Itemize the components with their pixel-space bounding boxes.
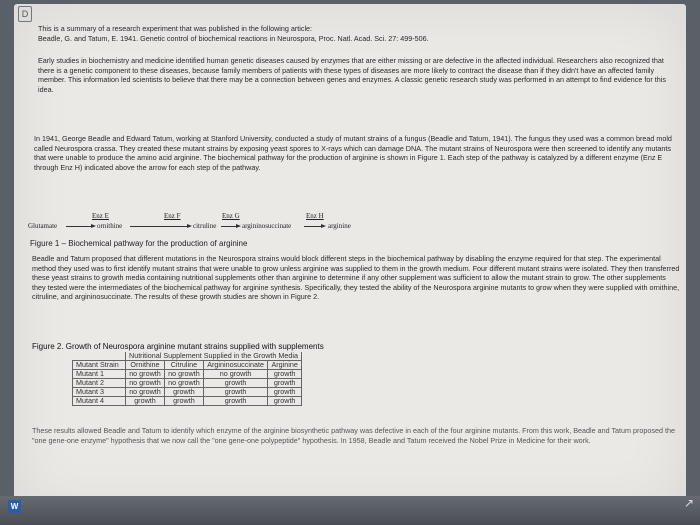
table-cell: no growth [203, 370, 267, 379]
intro-line: This is a summary of a research experiment that was published in the following article: [38, 24, 313, 33]
table-cell: growth [268, 388, 302, 397]
pathway-diagram [28, 212, 388, 236]
paragraph-conclusion: These results allowed Beadle and Tatum to identify which enzyme of the arginine biosynthetic pathway was defective in each of the four arginine mutants. From this work, Beadle and Tatum proposed the "one gene-one enzyme" hypothesis that we now call the "one gene-one polypeptide" hypothesis. In 1958, Beadle and Tatum received the Nobel Prize in Medicine for their work. [32, 426, 675, 445]
paragraph-results: Beadle and Tatum proposed that different mutations in the Neurospora strains would block different steps in the biochemical pathway by disabling the enzyme required for that step. The experimental method they used was to first identify mutant strains that were unable to grow unless arginine was supplied to them in the growth medium. Four different mutant strains were isolated. They then transferred these yeast strains to growth media containing nutritional supplements other than arginine to determine if any other supplement was sufficient to allow the mutant strain to grow. The other supplements they tested were the intermediates of the biochemical pathway for arginine synthesis. Specifically, they tested the ability of the Neurospora arginine mutants to grow when they were supplied with ornithine, citruline, and argininosuccinate. The results of these growth studies are shown in Figure 2. [32, 254, 680, 302]
table-cell: growth [203, 388, 267, 397]
table-cell: growth [268, 379, 302, 388]
taskbar [0, 496, 700, 525]
intro-block [38, 24, 638, 43]
table-row [73, 397, 302, 406]
table-header: Arginine [268, 361, 302, 370]
enzyme-label-f: Enz F [164, 212, 181, 220]
compound-arginine: arginine [328, 222, 351, 230]
table-super-header: Nutritional Supplement Supplied in the Growth Media [126, 352, 302, 361]
table-header: Argininosuccinate [203, 361, 267, 370]
pathway-arrow-3 [221, 226, 239, 227]
citation: Beadle, G. and Tatum, E. 1941. Genetic control of biochemical reactions in Neurospora, Proc. Natl. Acad. Sci. 27: 499-506. [38, 33, 429, 43]
paragraph-1941-study: In 1941, George Beadle and Edward Tatum, working at Stanford University, conducted a study of mutant strains of a fungus (Beadle and Tatum, 1941). The fungus they used was a common bread mold called Neurospora crassa. They created these mutant strains by exposing yeast spores to X-rays which can damage DNA. The mutant strains of Neurospora were then screened to identify any mutants that were unable to produce the amino acid arginine. The biochemical pathway for the production of arginine is shown in Figure 1. Each step of the pathway is catalyzed by a different enzyme (Enz E through Enz H) indicated above the arrow for each step of the pathway. [34, 134, 672, 172]
cursor-icon: ↗ [683, 496, 694, 510]
table-cell: growth [268, 397, 302, 406]
figure-1-caption: Figure 1 – Biochemical pathway for the production of arginine [30, 239, 248, 248]
table-cell: Mutant 4 [73, 397, 126, 406]
table-cell: no growth [126, 388, 165, 397]
enzyme-label-e: Enz E [92, 212, 109, 220]
table-header: Ornithine [126, 361, 165, 370]
table-cell: Mutant 1 [73, 370, 126, 379]
table-cell: no growth [164, 370, 203, 379]
paragraph-early-studies: Early studies in biochemistry and medicine identified human genetic diseases caused by enzymes that are either missing or are defective in the affected individual. Researchers also recognized that there is a genetic component to these diseases, because family members of patients with these types of diseases are more likely to contract the disease than if they didn't have an affected family member. This information led scientists to believe that there may be a connection between genes and enzymes. A classic genetic research study was performed in an attempt to find evidence for this idea. [38, 56, 666, 94]
table-cell: growth [126, 397, 165, 406]
table-cell: growth [203, 379, 267, 388]
pathway-arrow-4 [304, 226, 324, 227]
document-corner-icon: D [18, 6, 32, 22]
compound-citruline: citruline [193, 222, 217, 230]
enzyme-label-g: Enz G [222, 212, 240, 220]
table-cell: growth [164, 388, 203, 397]
table-cell: growth [203, 397, 267, 406]
table-cell: growth [268, 370, 302, 379]
table-header: Mutant Strain [73, 361, 126, 370]
growth-results-table [72, 352, 302, 406]
enzyme-label-h: Enz H [306, 212, 324, 220]
pathway-arrow-2 [130, 226, 190, 227]
pathway-arrow-1 [66, 226, 94, 227]
table-cell: no growth [164, 379, 203, 388]
table-cell: no growth [126, 370, 165, 379]
compound-glutamate: Glutamate [28, 222, 58, 230]
table-cell: Mutant 2 [73, 379, 126, 388]
document-page [14, 4, 686, 514]
table-header: Citruline [164, 361, 203, 370]
table-cell: Mutant 3 [73, 388, 126, 397]
compound-argininosuccinate: argininosuccinate [242, 222, 292, 230]
figure-2-caption: Figure 2. Growth of Neurospora arginine mutant strains supplied with supplements [32, 342, 324, 351]
table-cell: growth [164, 397, 203, 406]
table-cell: no growth [126, 379, 165, 388]
word-app-icon[interactable]: W [8, 500, 21, 513]
compound-ornithine: ornithine [97, 222, 123, 230]
